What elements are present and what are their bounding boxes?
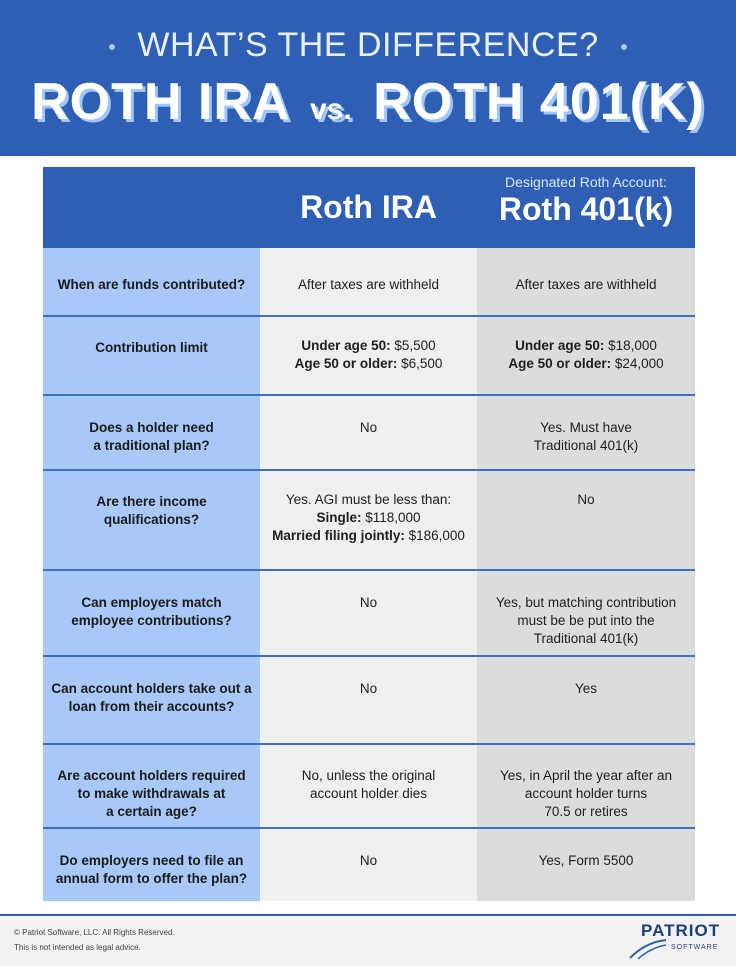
row-divider (43, 469, 695, 471)
answer-text: $186,000 (404, 528, 465, 543)
answer-line (483, 419, 689, 437)
answer-line (266, 527, 471, 545)
answer-text: $24,000 (611, 356, 664, 371)
page-title (0, 72, 736, 132)
footer-divider (0, 914, 736, 916)
question-cell (43, 743, 260, 827)
table-row (43, 827, 695, 901)
question-text: Do employers need to file an (59, 853, 244, 868)
answer-line (266, 852, 471, 870)
row-divider (43, 743, 695, 745)
bullet-dot-left (109, 44, 115, 50)
footer-disclaimer: This is not intended as legal advice. (14, 943, 141, 952)
question-text: Contribution limit (95, 340, 208, 355)
column-header-roth-ira: Roth IRA (300, 189, 437, 225)
table-row (43, 655, 695, 743)
answer-line (266, 680, 471, 698)
footer (0, 914, 736, 966)
roth-ira-answer-cell (260, 248, 477, 315)
answer-text: After taxes are withheld (515, 277, 657, 292)
question-text: When are funds contributed? (57, 277, 246, 292)
table-row (43, 315, 695, 394)
roth-ira-answer-cell (260, 394, 477, 469)
roth-ira-answer-cell (260, 827, 477, 901)
column-header-roth-401k: Roth 401(k) (498, 191, 674, 227)
answer-label: Age 50 or older: (508, 356, 612, 371)
answer-line (483, 785, 689, 803)
roth-401k-answer-cell (477, 743, 695, 827)
answer-text: No (359, 420, 378, 435)
answer-label: Under age 50: (515, 338, 605, 353)
answer-line (483, 803, 689, 821)
answer-label: Under age 50: (301, 338, 391, 353)
question-text: to make withdrawals at (77, 786, 226, 801)
answer-text: No (359, 595, 378, 610)
answer-line (266, 337, 471, 355)
bullet-dot-right (621, 44, 627, 50)
answer-text: After taxes are withheld (297, 277, 440, 292)
answer-text: $118,000 (361, 510, 421, 525)
answer-line (483, 276, 689, 294)
answer-line (266, 509, 471, 527)
answer-text: Traditional 401(k) (533, 631, 639, 646)
answer-line (483, 355, 689, 373)
roth-401k-answer-cell (477, 655, 695, 743)
answer-text: 70.5 or retires (544, 804, 628, 819)
roth-401k-answer-cell (477, 315, 695, 394)
question-text: loan from their accounts? (68, 699, 235, 714)
question-text: a certain age? (106, 804, 197, 819)
table-row (43, 469, 695, 569)
answer-line (266, 594, 471, 612)
answer-line (266, 767, 471, 785)
answer-text: No (359, 853, 378, 868)
roth-401k-answer-cell (477, 248, 695, 315)
answer-text: No, unless the original (301, 768, 436, 783)
table-header (43, 167, 695, 248)
answer-line (483, 437, 689, 455)
question-text: qualifications? (103, 512, 200, 527)
roth-ira-answer-cell (260, 569, 477, 655)
row-divider (43, 655, 695, 657)
roth-401k-answer-cell (477, 827, 695, 901)
row-divider (43, 315, 695, 317)
answer-text: Traditional 401(k) (533, 438, 639, 453)
question-cell (43, 248, 260, 315)
roth-401k-answer-cell (477, 569, 695, 655)
answer-line (266, 355, 471, 373)
logo-patriot: PATRIOT (641, 921, 721, 940)
question-cell (43, 469, 260, 569)
answer-line (483, 852, 689, 870)
roth-ira-answer-cell (260, 655, 477, 743)
subtitle-text: WHAT’S THE DIFFERENCE? (137, 26, 599, 64)
question-text: annual form to offer the plan? (55, 871, 248, 886)
answer-text: $6,500 (397, 356, 443, 371)
table-row (43, 743, 695, 827)
answer-text: Yes. AGI must be less than: (285, 492, 452, 507)
footer-copyright: © Patriot Software, LLC. All Rights Reserved. (14, 928, 175, 937)
question-cell (43, 569, 260, 655)
question-cell (43, 827, 260, 901)
answer-line (483, 594, 689, 612)
answer-line (266, 419, 471, 437)
answer-text: $5,500 (390, 338, 436, 353)
answer-text: account holder turns (524, 786, 648, 801)
question-text: Can account holders take out a (51, 681, 252, 696)
answer-text: No (359, 681, 378, 696)
question-text: Can employers match (81, 595, 222, 610)
answer-line (483, 767, 689, 785)
column-header-designated-label: Designated Roth Account: (505, 174, 667, 190)
answer-line (483, 337, 689, 355)
question-text: employee contributions? (71, 613, 232, 628)
answer-label: Married filing jointly: (272, 528, 405, 543)
question-cell (43, 394, 260, 469)
table-row (43, 569, 695, 655)
roth-401k-answer-cell (477, 469, 695, 569)
answer-text: Yes. Must have (540, 420, 632, 435)
answer-text: account holder dies (309, 786, 428, 801)
answer-text: Yes (574, 681, 598, 696)
title-left: ROTH IRA (31, 73, 289, 131)
roth-401k-answer-cell (477, 394, 695, 469)
answer-label: Age 50 or older: (294, 356, 398, 371)
answer-line (266, 276, 471, 294)
subtitle (0, 26, 736, 65)
question-cell (43, 655, 260, 743)
answer-line (483, 612, 689, 630)
title-vs: vs. (309, 93, 352, 126)
patriot-swoosh-icon (628, 938, 668, 960)
answer-line (266, 491, 471, 509)
answer-text: No (577, 492, 595, 507)
table-row (43, 248, 695, 315)
roth-ira-answer-cell (260, 469, 477, 569)
answer-text: Yes, Form 5500 (538, 853, 634, 868)
row-divider (43, 827, 695, 829)
question-text: a traditional plan? (93, 438, 210, 453)
answer-line (483, 630, 689, 648)
title-right: ROTH 401(K) (373, 73, 705, 131)
answer-line (483, 491, 689, 509)
roth-ira-answer-cell (260, 315, 477, 394)
roth-ira-answer-cell (260, 743, 477, 827)
answer-line (483, 680, 689, 698)
table-row (43, 394, 695, 469)
question-text: Are there income (96, 494, 207, 509)
row-divider (43, 394, 695, 396)
answer-text: $18,000 (604, 338, 657, 353)
logo-software: SOFTWARE (671, 944, 719, 951)
answer-text: must be be put into the (517, 613, 655, 628)
answer-text: Yes, in April the year after an (499, 768, 673, 783)
question-text: Are account holders required (57, 768, 246, 783)
answer-label: Single: (316, 510, 362, 525)
answer-text: Yes, but matching contribution (495, 595, 677, 610)
question-text: Does a holder need (89, 420, 214, 435)
row-divider (43, 569, 695, 571)
question-cell (43, 315, 260, 394)
answer-line (266, 785, 471, 803)
